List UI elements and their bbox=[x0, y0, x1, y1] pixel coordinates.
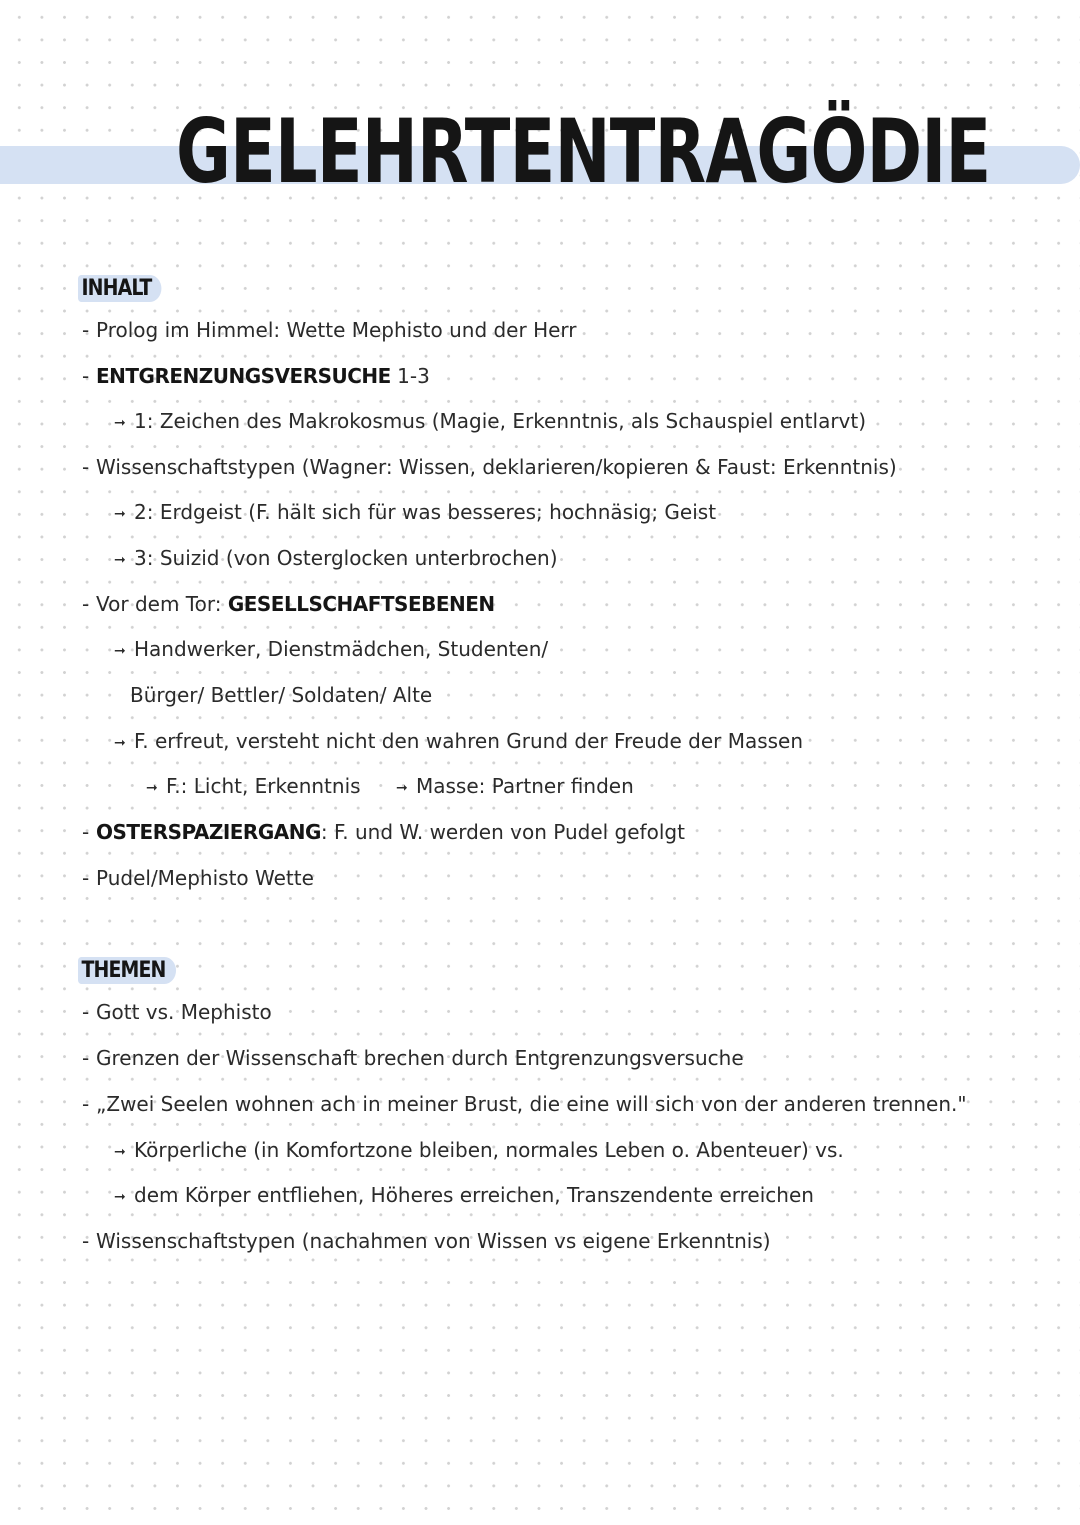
list-item-text: Masse: Partner finden bbox=[416, 774, 634, 798]
sub-list-item bbox=[114, 544, 558, 574]
dash-bullet: - bbox=[82, 592, 90, 616]
dash-bullet: - bbox=[82, 1000, 90, 1024]
list-item-text: Vor dem Tor: bbox=[96, 592, 228, 616]
section-heading-inhalt: INHALT bbox=[78, 275, 162, 302]
list-item bbox=[82, 1227, 771, 1255]
list-item bbox=[82, 1090, 967, 1118]
list-item bbox=[82, 1044, 744, 1072]
list-item-text: F.: Licht, Erkenntnis bbox=[166, 774, 361, 798]
sub-list-continuation: Bürger/ Bettler/ Soldaten/ Alte bbox=[130, 683, 433, 707]
list-item-text: 1: Zeichen des Makrokosmus (Magie, Erkenntnis, als Schauspiel entlarvt) bbox=[134, 409, 867, 433]
list-item bbox=[82, 590, 495, 618]
list-item bbox=[82, 818, 685, 846]
list-item-text: Körperliche (in Komfortzone bleiben, normales Leben o. Abenteuer) vs. bbox=[134, 1138, 844, 1162]
list-item-text: 1-3 bbox=[390, 364, 430, 388]
list-item bbox=[82, 864, 314, 892]
arrow-right-icon: ➞ bbox=[114, 552, 126, 568]
keyword-entgrenzungsversuche: ENTGRENZUNGSVERSUCHE bbox=[96, 364, 391, 388]
dash-bullet: - bbox=[82, 1046, 90, 1070]
list-item-text: Wissenschaftstypen (nachahmen von Wissen vs eigene Erkenntnis) bbox=[96, 1229, 771, 1253]
sub-list-item bbox=[114, 407, 866, 437]
keyword-osterspaziergang: OSTERSPAZIERGANG bbox=[96, 820, 321, 844]
dash-bullet: - bbox=[82, 318, 90, 342]
sub-list-item bbox=[114, 727, 803, 757]
list-item-text: Gott vs. Mephisto bbox=[96, 1000, 272, 1024]
dash-bullet: - bbox=[82, 364, 90, 388]
sub-list-item bbox=[114, 1181, 814, 1211]
list-item-text: Prolog im Himmel: Wette Mephisto und der Herr bbox=[96, 318, 577, 342]
dash-bullet: - bbox=[82, 820, 90, 844]
list-item bbox=[82, 316, 577, 344]
section-heading-themen: THEMEN bbox=[78, 957, 176, 984]
sub-list-item bbox=[114, 1136, 844, 1166]
arrow-right-icon: ➞ bbox=[114, 506, 126, 522]
arrow-right-icon: ➞ bbox=[114, 1144, 126, 1160]
arrow-right-icon: ➞ bbox=[114, 1189, 126, 1205]
arrow-right-icon: ➞ bbox=[114, 643, 126, 659]
arrow-right-icon: ➞ bbox=[114, 735, 126, 751]
list-item-text: Wissenschaftstypen (Wagner: Wissen, deklarieren/kopieren & Faust: Erkenntnis) bbox=[96, 455, 897, 479]
sub-list-item bbox=[114, 635, 548, 665]
arrow-right-icon: ➞ bbox=[114, 415, 126, 431]
dash-bullet: - bbox=[82, 455, 90, 479]
list-item bbox=[82, 453, 897, 481]
dash-bullet: - bbox=[82, 866, 90, 890]
list-item-text: Pudel/Mephisto Wette bbox=[96, 866, 314, 890]
list-item-text: : F. und W. werden von Pudel gefolgt bbox=[320, 820, 685, 844]
sub-sub-list-item bbox=[146, 772, 361, 802]
arrow-right-icon: ➞ bbox=[396, 780, 408, 796]
list-item-text: Handwerker, Dienstmädchen, Studenten/ bbox=[134, 637, 549, 661]
keyword-gesellschaftsebenen: GESELLSCHAFTSEBENEN bbox=[227, 592, 495, 616]
dash-bullet: - bbox=[82, 1092, 90, 1116]
quote-text: „Zwei Seelen wohnen ach in meiner Brust, die eine will sich von der anderen trennen." bbox=[96, 1092, 967, 1116]
list-item-text: 2: Erdgeist (F. hält sich für was besseres; hochnäsig; Geist bbox=[134, 500, 717, 524]
dash-bullet: - bbox=[82, 1229, 90, 1253]
list-item-text: dem Körper entfliehen, Höheres erreichen, Transzendente erreichen bbox=[134, 1183, 814, 1207]
page-title: GELEHRTENTRAGÖDIE bbox=[176, 100, 991, 203]
list-item-text: 3: Suizid (von Osterglocken unterbrochen) bbox=[134, 546, 558, 570]
sub-list-item bbox=[114, 498, 716, 528]
list-item-text: F. erfreut, versteht nicht den wahren Grund der Freude der Massen bbox=[134, 729, 804, 753]
arrow-right-icon: ➞ bbox=[146, 780, 158, 796]
list-item bbox=[82, 998, 272, 1026]
list-item-text: Grenzen der Wissenschaft brechen durch Entgrenzungsversuche bbox=[96, 1046, 744, 1070]
list-item bbox=[82, 362, 430, 390]
sub-sub-list-item bbox=[396, 772, 634, 802]
